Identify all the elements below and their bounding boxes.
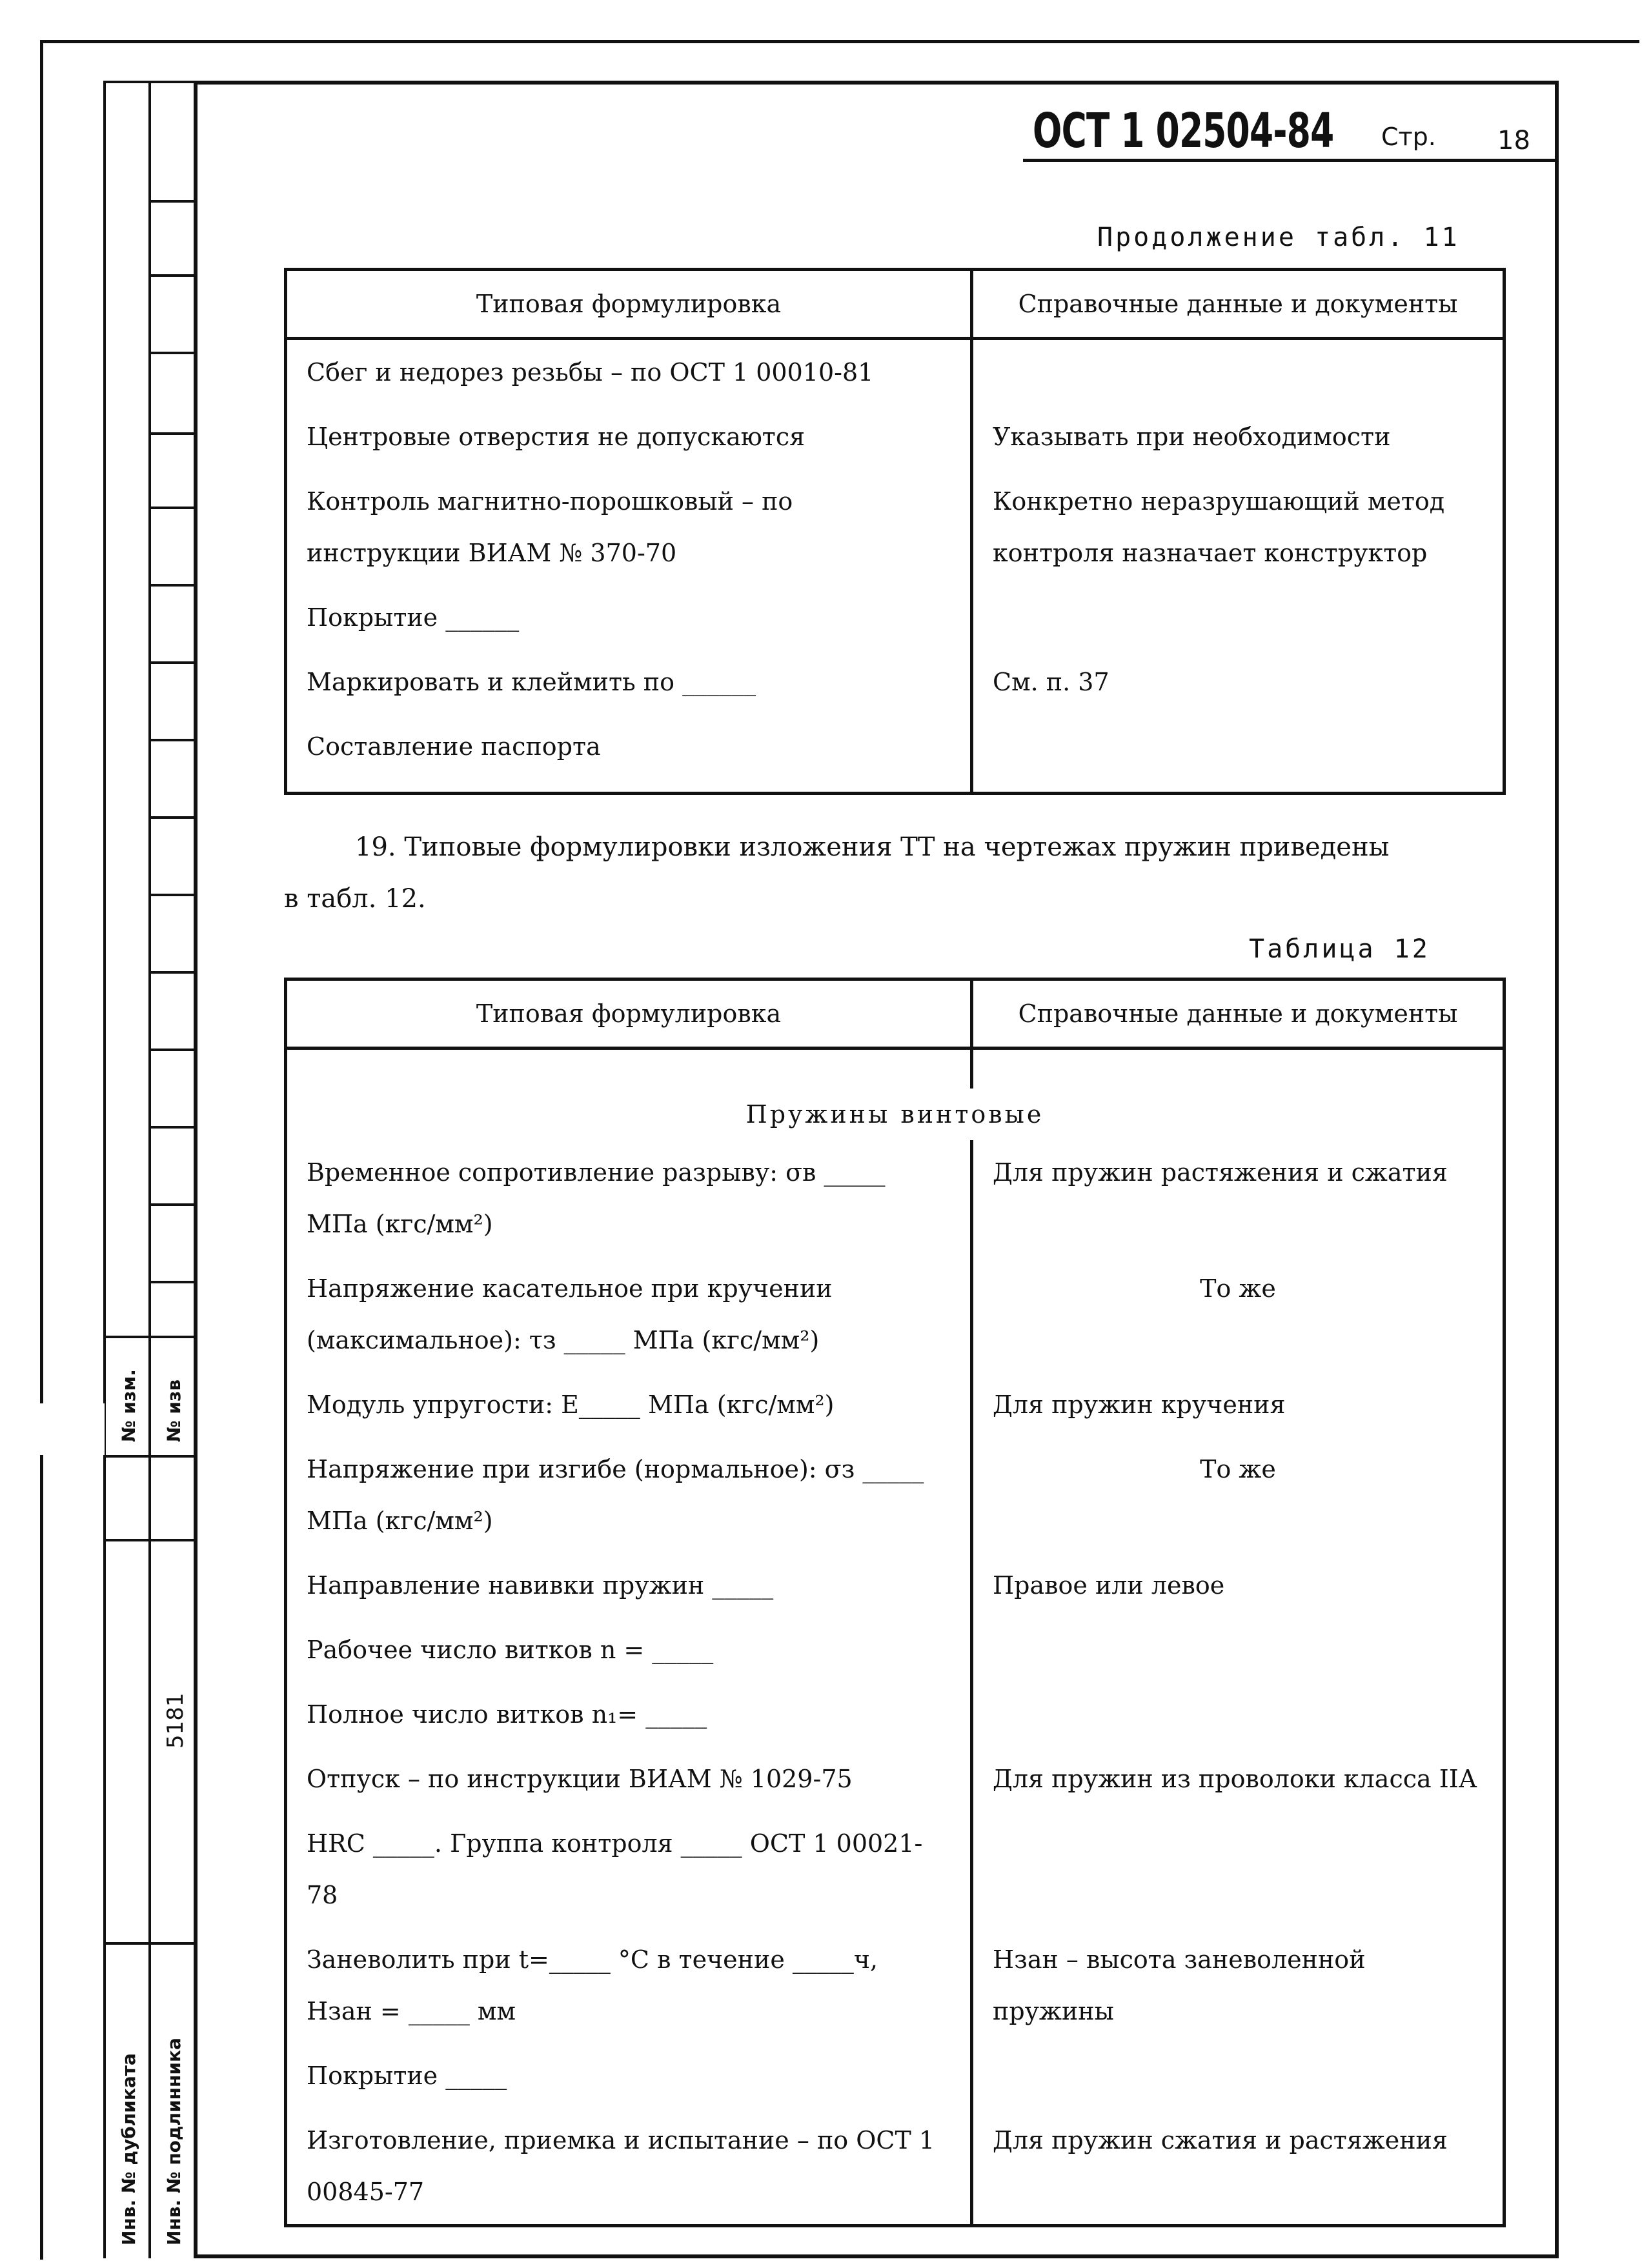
cell-text: См. п. 37 <box>993 668 1109 696</box>
table-row <box>286 1618 1504 1682</box>
page-number: 18 <box>1497 126 1530 156</box>
table-row <box>286 1927 1504 2043</box>
table-row <box>286 1553 1504 1618</box>
cell-text: Составление паспорта <box>307 732 601 761</box>
table12-col2-header: Справочные данные и документы <box>972 979 1504 1049</box>
cell-text: Для пружин кручения <box>993 1390 1286 1419</box>
table-row <box>286 1682 1504 1747</box>
cell-text: Временное сопротивление разрыву: σв _____ МПа (кгс/мм²) <box>307 1158 886 1238</box>
cell-text: Изготовление, приемка и испытание – по ОСТ 1 00845-77 <box>307 2126 935 2206</box>
cell-text: То же <box>1200 1455 1276 1483</box>
table11-col1-header: Типовая формулировка <box>286 270 972 339</box>
stamp-dublikat: Инв. № дубликата <box>118 2053 139 2245</box>
margin-gap <box>40 1403 105 1455</box>
table-12 <box>284 978 1506 2227</box>
cell-text: Конкретно неразрушающий метод контроля назначает конструктор <box>993 487 1445 567</box>
table-row <box>286 469 1504 585</box>
stamp-izm: № изм. <box>118 1369 139 1442</box>
table-row <box>286 1049 1504 1089</box>
cell-text: Напряжение при изгибе (нормальное): σз _____ МПа (кгс/мм²) <box>307 1455 924 1535</box>
table-row <box>286 1437 1504 1553</box>
table-row <box>286 339 1504 405</box>
cell-text: HRC _____. Группа контроля _____ ОСТ 1 00021-78 <box>307 1829 923 1909</box>
table-11 <box>284 268 1506 795</box>
cell-text: Центровые отверстия не допускаются <box>307 423 805 451</box>
table-row <box>286 1811 1504 1927</box>
cell-text: Рабочее число витков n = _____ <box>307 1636 714 1664</box>
table-row <box>286 1747 1504 1811</box>
table12-col1-header: Типовая формулировка <box>286 979 972 1049</box>
table-row <box>286 2043 1504 2108</box>
stamp-number: 5181 <box>163 1692 188 1749</box>
doc-code: ОСТ 1 02504-84 <box>1033 103 1334 159</box>
header-underline <box>1023 159 1559 162</box>
table-row <box>286 1372 1504 1437</box>
cell-text: Полное число витков n₁= _____ <box>307 1700 707 1729</box>
stamp-podlinnik: Инв. № подлинника <box>163 2038 185 2245</box>
cell-text: Покрытие _____ <box>307 2062 507 2090</box>
cell-text: Указывать при необходимости <box>993 423 1391 451</box>
cell-text: Покрытие ______ <box>307 603 520 632</box>
cell-text: Контроль магнитно-порошковый – по инструкции ВИАМ № 370-70 <box>307 487 793 567</box>
cell-text: Для пружин из проволоки класса IIА <box>993 1765 1477 1793</box>
table-row <box>286 1140 1504 1256</box>
cell-text: Заневолить при t=_____ °С в течение _____ч, Нзан = _____ мм <box>307 1945 878 2025</box>
cell-text: Сбег и недорез резьбы – по ОСТ 1 00010-81 <box>307 358 874 386</box>
table11-header-row <box>286 270 1504 339</box>
cell-text: Отпуск – по инструкции ВИАМ № 1029-75 <box>307 1765 853 1793</box>
section-title: Пружины винтовые <box>745 1100 1044 1129</box>
table-row <box>286 650 1504 714</box>
paragraph-line1: 19. Типовые формулировки изложения ТТ на чертежах пружин приведены <box>355 832 1390 862</box>
stamp-izv: № изв <box>163 1379 185 1442</box>
page-label: Стр. <box>1381 123 1436 151</box>
table-row <box>286 1256 1504 1372</box>
cell-text: Направление навивки пружин _____ <box>307 1571 774 1600</box>
cell-text: Нзан – высота заневоленной пружины <box>993 1945 1366 2025</box>
cell-text: Для пружин растяжения и сжатия <box>993 1158 1448 1187</box>
cell-text: Правое или левое <box>993 1571 1225 1600</box>
table12-header-row <box>286 979 1504 1049</box>
table-row <box>286 714 1504 794</box>
cell-text: Модуль упругости: Е_____ МПа (кгс/мм²) <box>307 1390 835 1419</box>
table-row <box>286 405 1504 469</box>
table-row <box>286 2108 1504 2226</box>
table12-caption: Таблица 12 <box>1249 934 1430 964</box>
table12-section-row <box>286 1089 1504 1140</box>
cell-text: Для пружин сжатия и растяжения <box>993 2126 1448 2154</box>
table11-col2-header: Справочные данные и документы <box>972 270 1504 339</box>
cell-text: Маркировать и клеймить по ______ <box>307 668 756 696</box>
margin-strip <box>103 81 194 2258</box>
cell-text: То же <box>1200 1274 1276 1303</box>
table-row <box>286 585 1504 650</box>
table11-caption: Продолжение табл. 11 <box>1097 223 1460 252</box>
cell-text: Напряжение касательное при кручении (максимальное): τз _____ МПа (кгс/мм²) <box>307 1274 833 1354</box>
paragraph-line2: в табл. 12. <box>284 884 426 914</box>
